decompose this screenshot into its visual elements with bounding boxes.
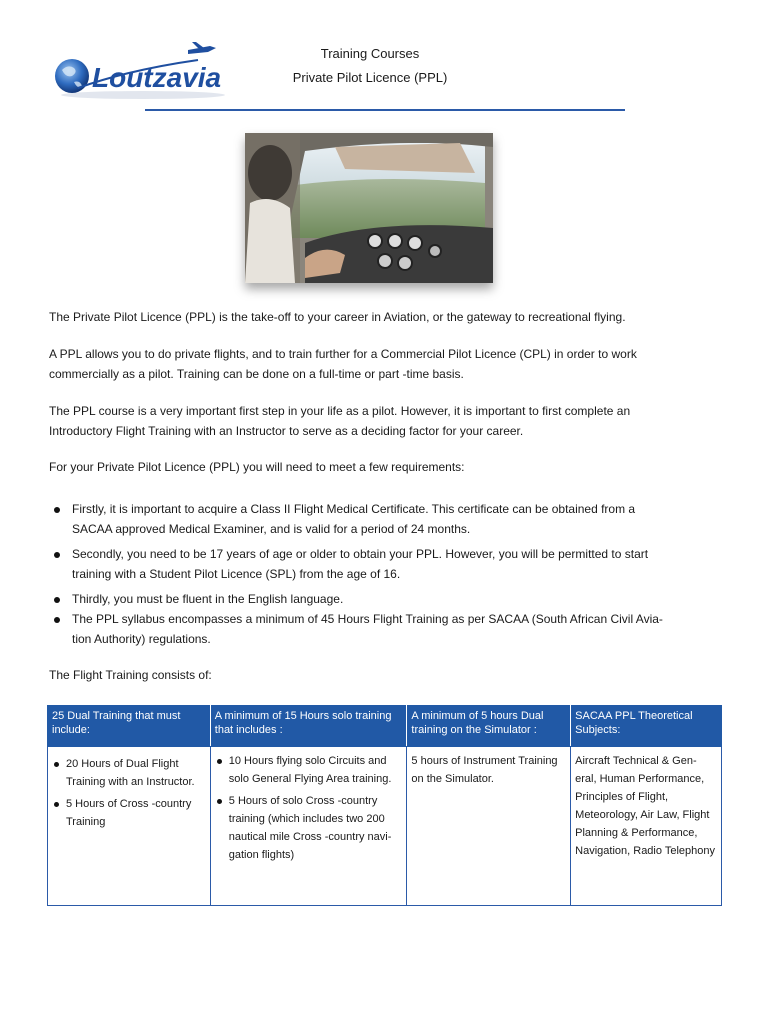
list-item: 20 Hours of Dual Flight Training with an Instructor. [52,755,206,791]
list-item: The PPL syllabus encompasses a minimum of 45 Hours Flight Training as per SACAA (South African Civil Avia-tion Authority) regulations. [49,609,669,649]
solo-training-cell [210,747,407,906]
table-header-cell: 25 Dual Training that must include: [48,706,211,747]
cockpit-photo [245,133,493,283]
table-header-cell: A minimum of 5 hours Dual training on the Simulator : [407,706,571,747]
training-intro: The Flight Training consists of: [49,668,212,682]
list-item: 5 Hours of Cross -country Training [52,795,206,831]
list-item: Thirdly, you must be fluent in the English language. [49,589,669,609]
table-header-cell: SACAA PPL Theoretical Subjects: [571,706,722,747]
list-item: Secondly, you need to be 17 years of age or older to obtain your PPL. However, you will be permitted to start training with a Student Pilot Licence (SPL) from the age of 16. [49,544,669,584]
requirements-intro: For your Private Pilot Licence (PPL) you will need to meet a few requirements: [49,460,465,474]
requirements-list [49,499,669,649]
theoretical-subjects-cell: Aircraft Technical & Gen-eral, Human Performance, Principles of Flight, Meteorology, Air Law, Flight Planning & Performance, Navigation, Radio Telephony [571,747,722,906]
table-header-cell: A minimum of 15 Hours solo training that includes : [210,706,407,747]
dual-training-cell [48,747,211,906]
table-header-row [48,706,722,747]
simulator-training-cell: 5 hours of Instrument Training on the Simulator. [407,747,571,906]
header-divider [145,109,625,111]
logo-text: Loutzavia [92,62,222,93]
flight-training-table [47,705,722,906]
page-title: Private Pilot Licence (PPL) [292,70,448,85]
first-step-paragraph: The PPL course is a very important first step in your life as a pilot. However, it is important to first complete an Introductory Flight Training with an Instructor to serve as a deciding factor for your career. [49,404,631,438]
list-item: Firstly, it is important to acquire a Class II Flight Medical Certificate. This certificate can be obtained from a SACAA approved Medical Examiner, and is valid for a period of 24 months. [49,499,669,539]
list-item: 10 Hours flying solo Circuits and solo General Flying Area training. [215,752,403,788]
course-category: Training Courses [320,46,420,61]
table-row [48,747,722,906]
ppl-description-paragraph: A PPL allows you to do private flights, and to train further for a Commercial Pilot Licence (CPL) in order to work commercially as a pilot. Training can be done on a full-time or part -time basis. [49,347,637,381]
list-item: 5 Hours of solo Cross -country training (which includes two 200 nautical mile Cross -country navi-gation flights) [215,792,403,864]
intro-paragraph: The Private Pilot Licence (PPL) is the take-off to your career in Aviation, or the gateway to recreational flying. [49,310,626,324]
company-logo [48,40,228,102]
